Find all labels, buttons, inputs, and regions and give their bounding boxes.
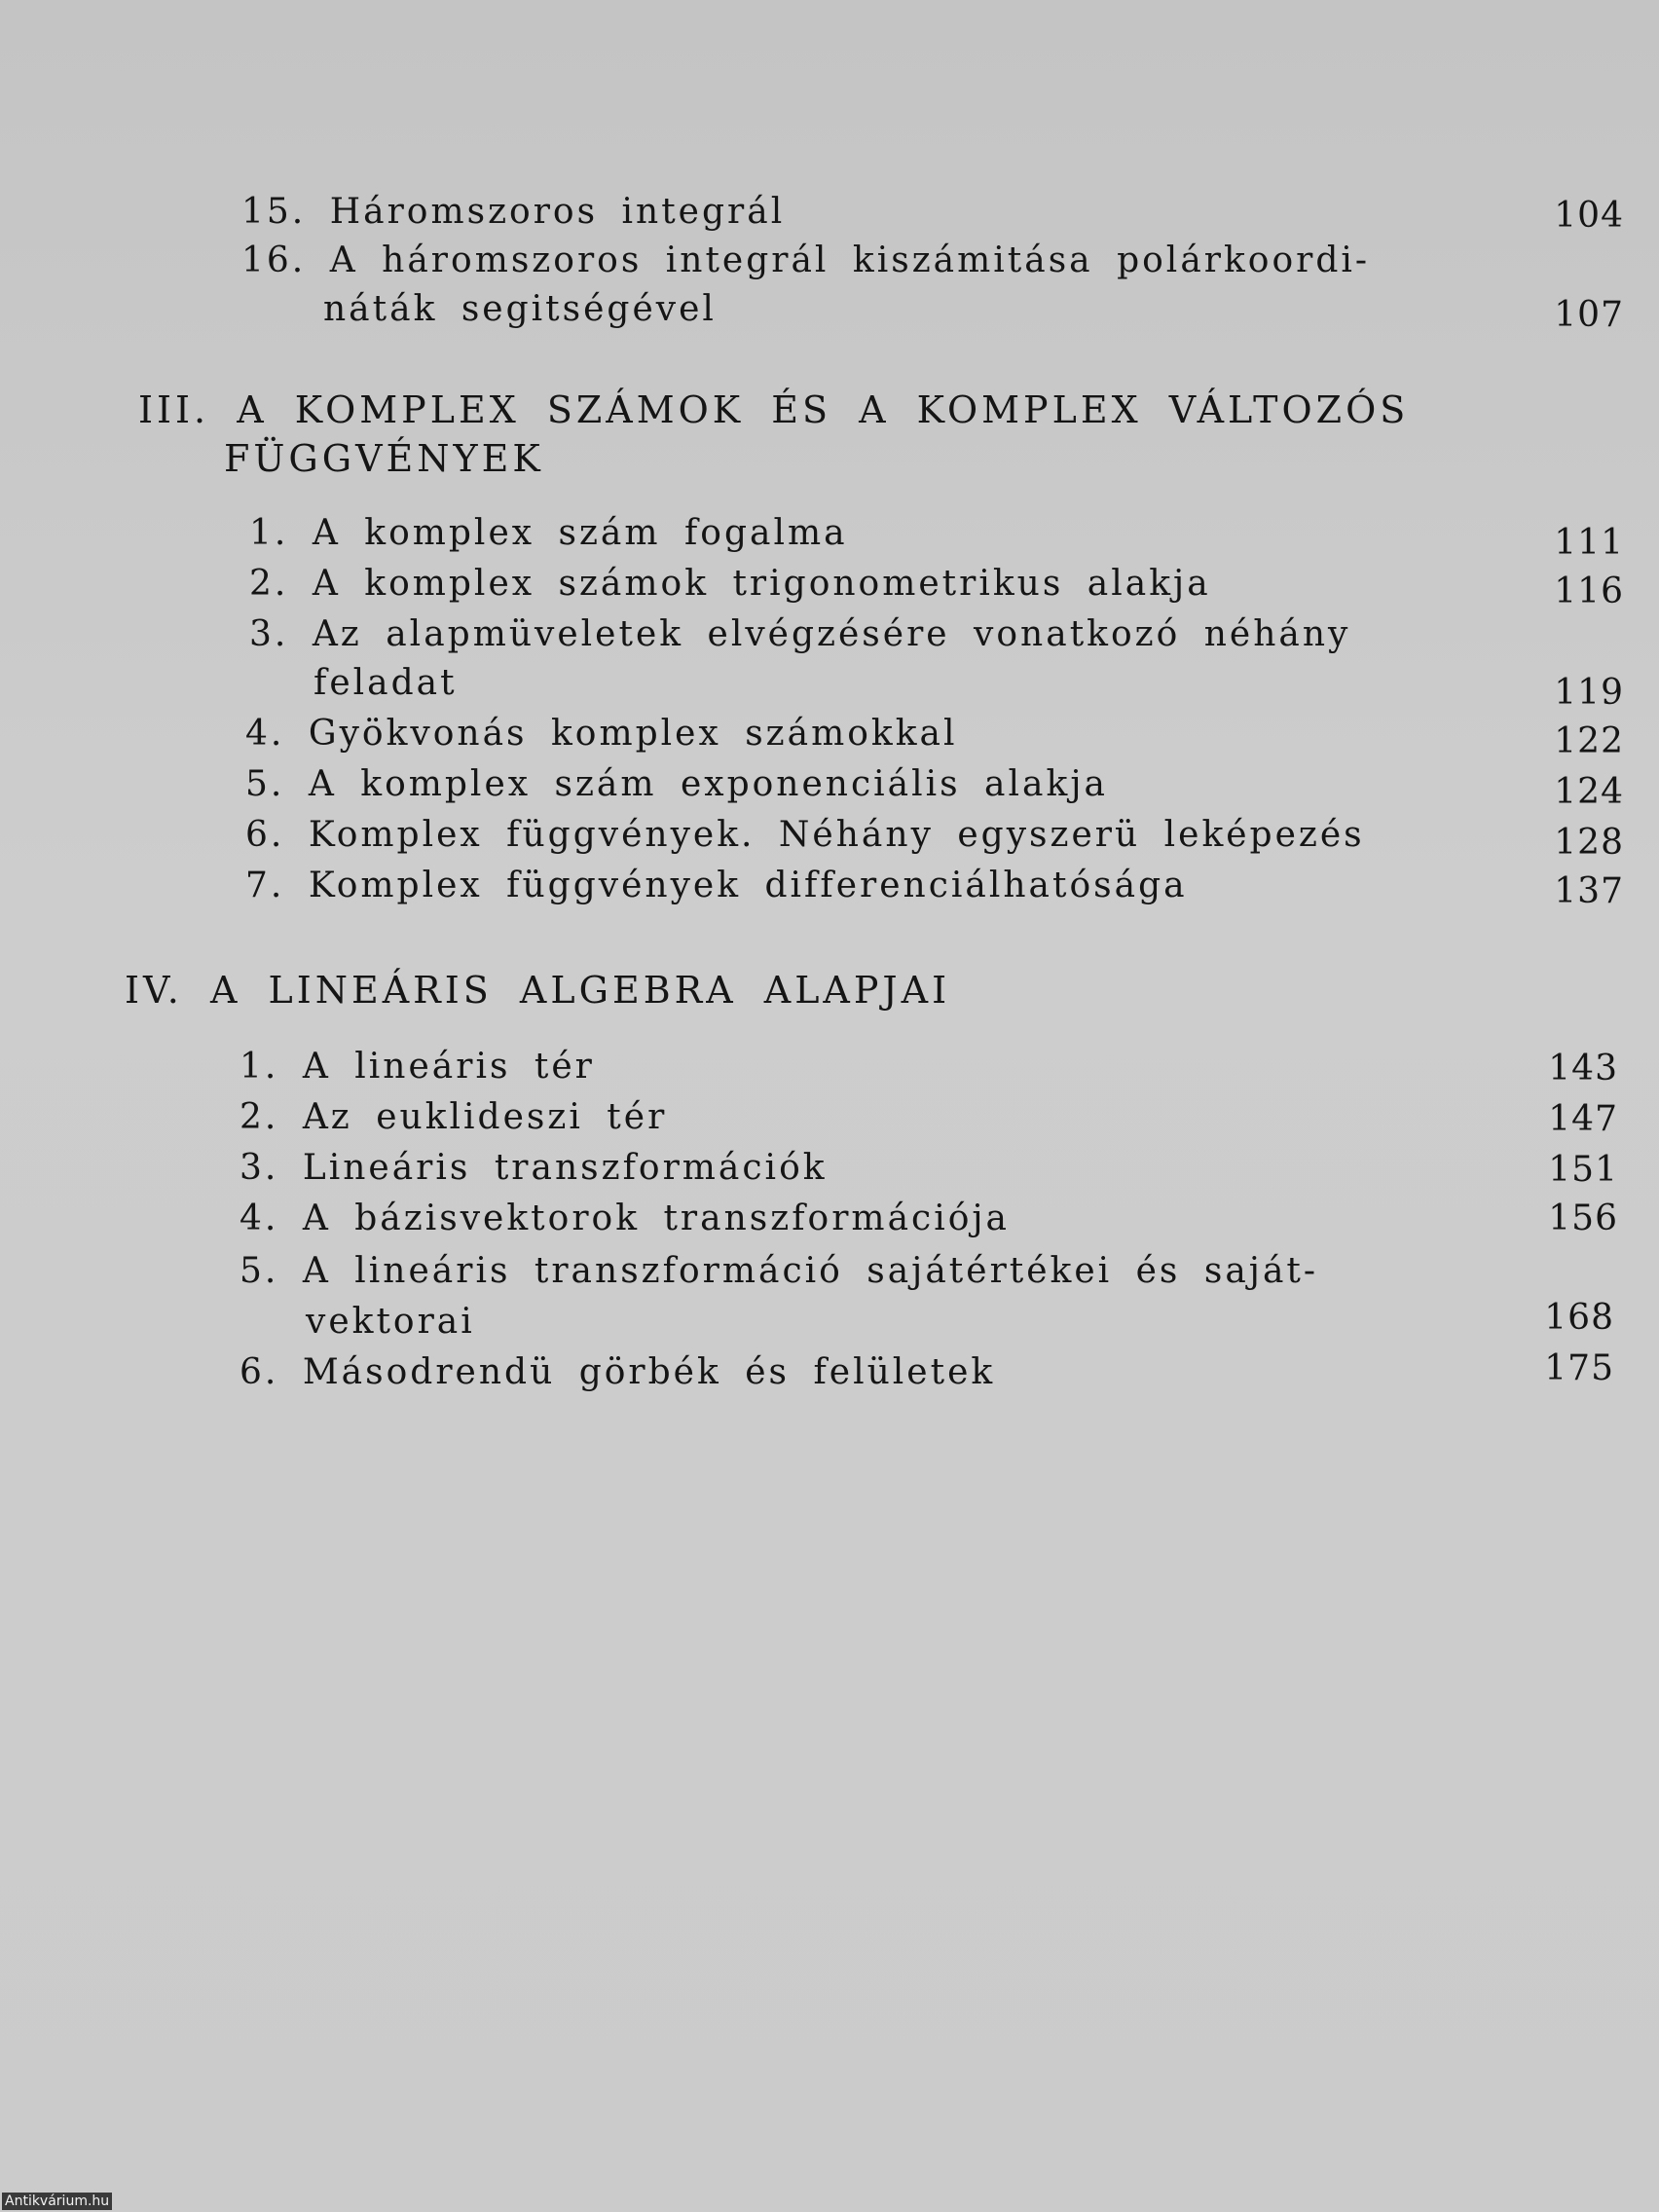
entry-number: 6. — [240, 1352, 279, 1392]
entry-number: 3. — [240, 1148, 279, 1188]
entry-title: Komplex függvények differenciálhatósága — [308, 866, 1188, 905]
entry-number: 6. — [245, 815, 285, 855]
chapter-title: A KOMPLEX SZÁMOK ÉS A KOMPLEX VÁLTOZÓS — [237, 388, 1410, 431]
watermark: Antikvárium.hu — [2, 2193, 112, 2210]
toc-entry — [240, 1097, 668, 1137]
toc-entry — [245, 815, 1365, 855]
toc-entry — [240, 1148, 828, 1188]
toc-entry — [245, 764, 1108, 804]
toc-entry — [240, 1352, 996, 1392]
page-number: 128 — [1554, 823, 1624, 863]
entry-title: A lineáris transzformáció sajátértékei és saját- — [302, 1251, 1319, 1291]
entry-number: 2. — [240, 1097, 279, 1137]
page-number: 116 — [1554, 571, 1624, 611]
entry-title: Az alapmüveletek elvégzésére vonatkozó néhány — [312, 614, 1351, 654]
entry-title: Az euklideszi tér — [302, 1097, 668, 1137]
entry-title: A komplex szám fogalma — [312, 513, 848, 553]
chapter-heading-3 — [138, 388, 1410, 431]
entry-title: A háromszoros integrál kiszámitása polárkoordi- — [329, 240, 1371, 280]
toc-entry — [249, 564, 1211, 604]
toc-entry — [240, 1047, 595, 1087]
entry-number: 7. — [245, 866, 285, 905]
chapter-title: A LINEÁRIS ALGEBRA ALAPJAI — [209, 969, 951, 1012]
toc-entry — [240, 1198, 1011, 1238]
entry-number: 2. — [249, 564, 289, 604]
toc-entry — [240, 1251, 1319, 1291]
page-number: 175 — [1544, 1348, 1614, 1388]
entry-title-continuation: náták segitségével — [323, 289, 717, 329]
entry-title: Másodrendü görbék és felületek — [302, 1352, 996, 1392]
entry-title: Komplex függvények. Néhány egyszerü leképezés — [308, 815, 1365, 855]
entry-number: 4. — [240, 1198, 279, 1238]
chapter-roman: III. — [138, 388, 210, 431]
entry-number: 1. — [240, 1047, 279, 1087]
page-number: 124 — [1554, 772, 1624, 812]
entry-number: 15. — [241, 192, 307, 232]
entry-number: 4. — [245, 714, 285, 754]
chapter-title-continuation: FÜGGVÉNYEK — [224, 437, 544, 480]
entry-title: A komplex számok trigonometrikus alakja — [312, 564, 1211, 604]
entry-number: 1. — [249, 513, 289, 553]
page-number: 168 — [1544, 1298, 1614, 1338]
toc-entry — [249, 513, 848, 553]
page-number: 107 — [1554, 295, 1624, 335]
entry-number: 3. — [249, 614, 289, 654]
toc-entry-15 — [241, 192, 786, 232]
page-number: 122 — [1554, 721, 1624, 761]
entry-title: Háromszoros integrál — [329, 192, 786, 232]
entry-title-continuation: vektorai — [306, 1302, 475, 1342]
toc-entry — [249, 614, 1351, 654]
chapter-roman: IV. — [125, 969, 183, 1012]
page-number: 111 — [1554, 523, 1624, 563]
chapter-heading-4 — [125, 969, 951, 1012]
page-number: 143 — [1548, 1049, 1618, 1088]
entry-title: Lineáris transzformációk — [302, 1148, 828, 1188]
entry-number: 16. — [241, 240, 307, 280]
page-number: 137 — [1554, 871, 1624, 911]
entry-number: 5. — [245, 764, 285, 804]
entry-title: A komplex szám exponenciális alakja — [308, 764, 1108, 804]
toc-entry — [245, 714, 958, 754]
entry-title: A bázisvektorok transzformációja — [302, 1198, 1011, 1238]
page-number: 119 — [1554, 673, 1624, 713]
entry-number: 5. — [240, 1251, 279, 1291]
entry-title: Gyökvonás komplex számokkal — [308, 714, 958, 754]
page-number: 151 — [1548, 1150, 1618, 1190]
toc-entry-16 — [241, 240, 1371, 280]
entry-title: A lineáris tér — [302, 1047, 595, 1087]
toc-entry — [245, 868, 1188, 903]
page-number: 147 — [1548, 1099, 1618, 1139]
entry-title-continuation: feladat — [313, 663, 458, 703]
page-number: 156 — [1548, 1198, 1618, 1238]
page-number: 104 — [1554, 196, 1624, 236]
